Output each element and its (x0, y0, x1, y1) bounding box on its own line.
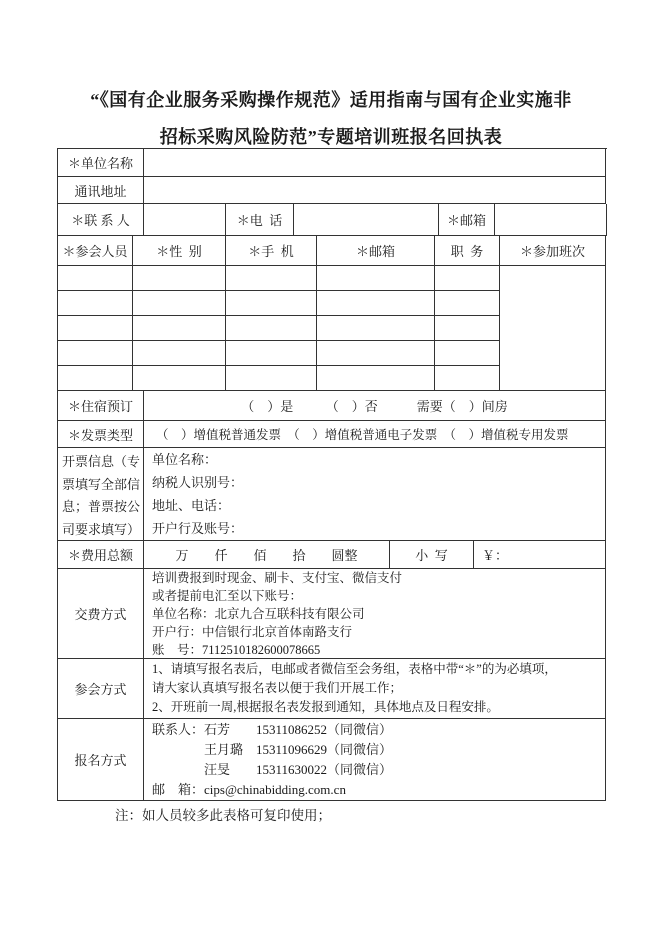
registration-contact-line: 汪旻 15311630022（同微信） (152, 761, 393, 777)
registration-contact-line: 联系人：石芳 15311086252（同微信） (152, 721, 393, 737)
participant-name-field[interactable] (58, 291, 133, 316)
amount-scale-field[interactable]: 万 仟 佰 拾 圆整 (144, 541, 390, 569)
lodging-label: ＊住宿预订 (58, 391, 144, 421)
email-cell-field[interactable] (317, 316, 435, 341)
unit-name-label: ＊单位名称 (58, 149, 144, 177)
invoice-type-row (58, 421, 607, 448)
position-field[interactable] (435, 291, 500, 316)
participants-header-row (58, 236, 500, 266)
email-col-header: ＊邮箱 (317, 236, 435, 266)
invoice-info-row (58, 448, 607, 541)
class-session-field[interactable] (500, 266, 606, 391)
contact-label: ＊联 系 人 (58, 204, 144, 236)
unit-name-row (58, 149, 607, 177)
gender-header: ＊性 别 (133, 236, 226, 266)
participants-left-grid (58, 236, 500, 391)
attendance-details (144, 659, 606, 719)
email-label: ＊邮箱 (439, 204, 495, 236)
email-cell-field[interactable] (317, 341, 435, 366)
invoice-tax-id-line[interactable]: 纳税人识别号： (152, 475, 244, 490)
attendance-line: 2、开班前一周,根据报名表发报到通知，具体地点及日程安排。 (152, 700, 499, 714)
payment-line: 单位名称：北京九合互联科技有限公司 (152, 606, 365, 621)
unit-name-field[interactable] (144, 149, 606, 177)
payment-line: 账 号：7112510182600078665 (152, 642, 321, 657)
participant-name-field[interactable] (58, 341, 133, 366)
phone-field[interactable] (294, 204, 439, 236)
class-session-column (500, 236, 606, 391)
email-cell-field[interactable] (317, 366, 435, 391)
address-label: 通讯地址 (58, 177, 144, 204)
contact-field[interactable] (144, 204, 226, 236)
contact-row (58, 204, 607, 236)
attendance-row (58, 659, 607, 719)
mobile-field[interactable] (226, 266, 317, 291)
registration-form-table (57, 148, 607, 801)
position-field[interactable] (435, 316, 500, 341)
invoice-type-label: ＊发票类型 (58, 421, 144, 448)
invoice-unit-name-line[interactable]: 单位名称： (152, 452, 218, 467)
address-field[interactable] (144, 177, 606, 204)
small-amount-label: 小 写 (390, 541, 474, 569)
participant-row (58, 341, 500, 366)
registration-row (58, 719, 607, 801)
mobile-field[interactable] (226, 291, 317, 316)
attendance-line: 1、请填写报名表后，电邮或者微信至会务组，表格中带“＊”的为必填项， (152, 662, 557, 676)
participant-name-field[interactable] (58, 266, 133, 291)
invoice-info-fields[interactable] (144, 448, 606, 541)
position-field[interactable] (435, 341, 500, 366)
payment-line: 培训费报到时现金、刷卡、支付宝、微信支付 (152, 570, 403, 585)
total-fee-label: ＊费用总额 (58, 541, 144, 569)
position-header: 职 务 (435, 236, 500, 266)
document-title (0, 0, 662, 156)
address-row (58, 177, 607, 204)
attendance-label: 参会方式 (58, 659, 144, 719)
attendance-line: 请大家认真填写报名表以便于我们开展工作； (152, 681, 403, 695)
currency-amount-field[interactable]: ￥： (474, 541, 606, 569)
registration-details (144, 719, 606, 801)
email-cell-field[interactable] (317, 266, 435, 291)
position-field[interactable] (435, 366, 500, 391)
mobile-header: ＊手 机 (226, 236, 317, 266)
mobile-field[interactable] (226, 341, 317, 366)
phone-label: ＊电 话 (226, 204, 294, 236)
participant-row (58, 366, 500, 391)
invoice-bank-account-line[interactable]: 开户行及账号： (152, 521, 244, 536)
title-line-1: “《国有企业服务采购操作规范》适用指南与国有企业实施非 (90, 90, 572, 110)
registration-email-line: 邮 箱：cips@chinabidding.com.cn (152, 781, 346, 797)
footnote: 注：如人员较多此表格可复印使用； (115, 808, 331, 823)
payment-row (58, 569, 607, 659)
class-session-header: ＊参加班次 (500, 236, 606, 266)
payment-label: 交费方式 (58, 569, 144, 659)
gender-field[interactable] (133, 266, 226, 291)
invoice-type-options[interactable]: （ ）增值税普通发票 （ ）增值税普通电子发票 （ ）增值税专用发票 (144, 421, 606, 448)
email-field[interactable] (495, 204, 607, 236)
gender-field[interactable] (133, 366, 226, 391)
title-line-2: 招标采购风险防范”专题培训班报名回执表 (159, 127, 503, 147)
invoice-info-label: 开票信息（专票填写全部信息；普票按公司要求填写） (58, 448, 144, 541)
participant-name-header: ＊参会人员 (58, 236, 133, 266)
participant-name-field[interactable] (58, 316, 133, 341)
lodging-options[interactable]: （ ）是 （ ）否 需要（ ）间房 (144, 391, 606, 421)
payment-details (144, 569, 606, 659)
invoice-address-phone-line[interactable]: 地址、电话： (152, 498, 231, 513)
participant-row (58, 266, 500, 291)
registration-contact-line: 王月璐 15311096629（同微信） (152, 741, 393, 757)
gender-field[interactable] (133, 291, 226, 316)
registration-label: 报名方式 (58, 719, 144, 801)
mobile-field[interactable] (226, 366, 317, 391)
gender-field[interactable] (133, 316, 226, 341)
payment-line: 开户行：中信银行北京首体南路支行 (152, 624, 353, 639)
participant-row (58, 291, 500, 316)
mobile-field[interactable] (226, 316, 317, 341)
position-field[interactable] (435, 266, 500, 291)
participants-section (58, 236, 607, 391)
participant-row (58, 316, 500, 341)
participant-name-field[interactable] (58, 366, 133, 391)
total-fee-row (58, 541, 607, 569)
payment-line: 或者提前电汇至以下账号： (152, 588, 303, 603)
email-cell-field[interactable] (317, 291, 435, 316)
lodging-row (58, 391, 607, 421)
gender-field[interactable] (133, 341, 226, 366)
